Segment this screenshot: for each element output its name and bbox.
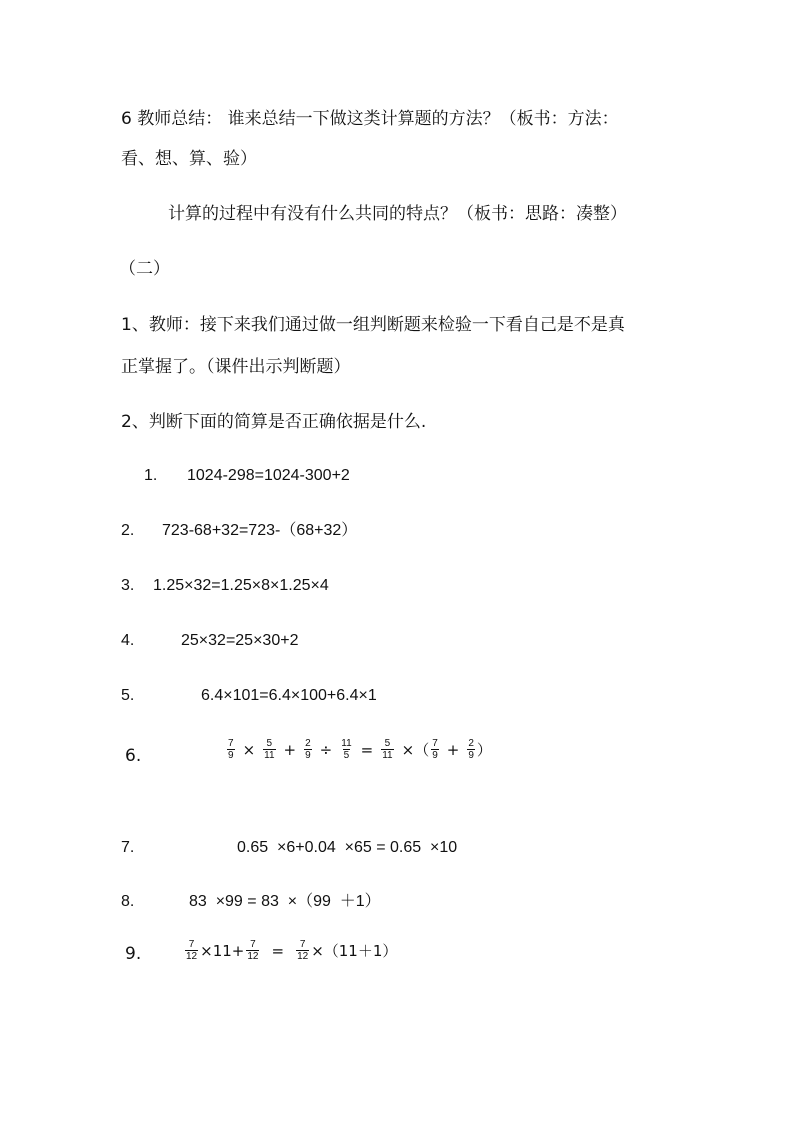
summary-line-2: 看、想、算、验） <box>121 149 257 169</box>
times-sign: × <box>401 740 415 759</box>
problem-expression: 83 ×99 = 83 ×（99 ＋1） <box>189 893 381 910</box>
problem-number: 9. <box>125 944 142 964</box>
problem-expression: 1.25×32=1.25×8×1.25×4 <box>153 577 329 594</box>
summary-line-1: 6 教师总结： 谁来总结一下做这类计算题的方法？（板书：方法： <box>121 109 619 129</box>
fraction: $\frac{5}{11}$ <box>264 738 275 761</box>
problem-number: 2. <box>121 522 135 539</box>
fraction: $\frac{7}{12}$ <box>247 939 259 962</box>
problem-number: 6. <box>125 746 142 766</box>
intro-line-2: 正掌握了。（课件出示判断题） <box>121 357 351 377</box>
problem-number: 4. <box>121 632 135 649</box>
problem-expression: 723-68+32=723-（68+32） <box>162 522 358 539</box>
problem-expression: 0.65 ×6+0.04 ×65 = 0.65 ×10 <box>237 839 458 856</box>
problem-4 <box>121 630 299 652</box>
problem-number: 1. <box>144 467 158 484</box>
problem-number: 3. <box>121 577 135 594</box>
plus-sign: + <box>283 740 297 759</box>
plus-sign: + <box>446 740 460 759</box>
problem-3 <box>121 575 329 597</box>
times-eleven-plus: ×11+ <box>200 941 245 960</box>
problem-expression: 1024-298=1024-300+2 <box>187 467 350 484</box>
problem-1 <box>144 465 350 487</box>
problem-7 <box>121 837 458 859</box>
section-heading: （二） <box>119 259 170 279</box>
times-sign: × <box>242 740 256 759</box>
problem-expression: 25×32=25×30+2 <box>181 632 299 649</box>
equals-sign: = <box>360 740 374 759</box>
problem-number: 8. <box>121 893 135 910</box>
summary-line-3: 计算的过程中有没有什么共同的特点？（板书：思路：凑整） <box>168 204 627 224</box>
problem-8 <box>121 891 381 913</box>
problem-6-expression <box>225 738 492 761</box>
left-paren: （ <box>414 740 430 759</box>
fraction: $\frac{11}{5}$ <box>341 738 352 761</box>
problem-expression: 6.4×101=6.4×100+6.4×1 <box>201 687 377 704</box>
fraction: $\frac{2}{9}$ <box>305 738 311 761</box>
fraction: $\frac{2}{9}$ <box>468 738 474 761</box>
intro-line-3: 2、判断下面的简算是否正确依据是什么. <box>121 412 427 432</box>
fraction: $\frac{7}{9}$ <box>432 738 438 761</box>
equals-sign: = <box>271 941 285 960</box>
divide-sign: ÷ <box>319 740 333 759</box>
problem-2 <box>121 520 358 542</box>
right-paren: ） <box>476 740 492 759</box>
problem-9-expression <box>183 939 397 962</box>
intro-line-1: 1、教师：接下来我们通过做一组判断题来检验一下看自己是不是真 <box>121 315 625 335</box>
fraction: $\frac{7}{12}$ <box>297 939 309 962</box>
problem-5 <box>121 685 377 707</box>
times-paren-sum: ×（11＋1） <box>311 941 398 960</box>
fraction: $\frac{7}{9}$ <box>228 738 234 761</box>
fraction: $\frac{7}{12}$ <box>186 939 198 962</box>
fraction: $\frac{5}{11}$ <box>382 738 393 761</box>
problem-number: 7. <box>121 839 135 856</box>
problem-number: 5. <box>121 687 135 704</box>
